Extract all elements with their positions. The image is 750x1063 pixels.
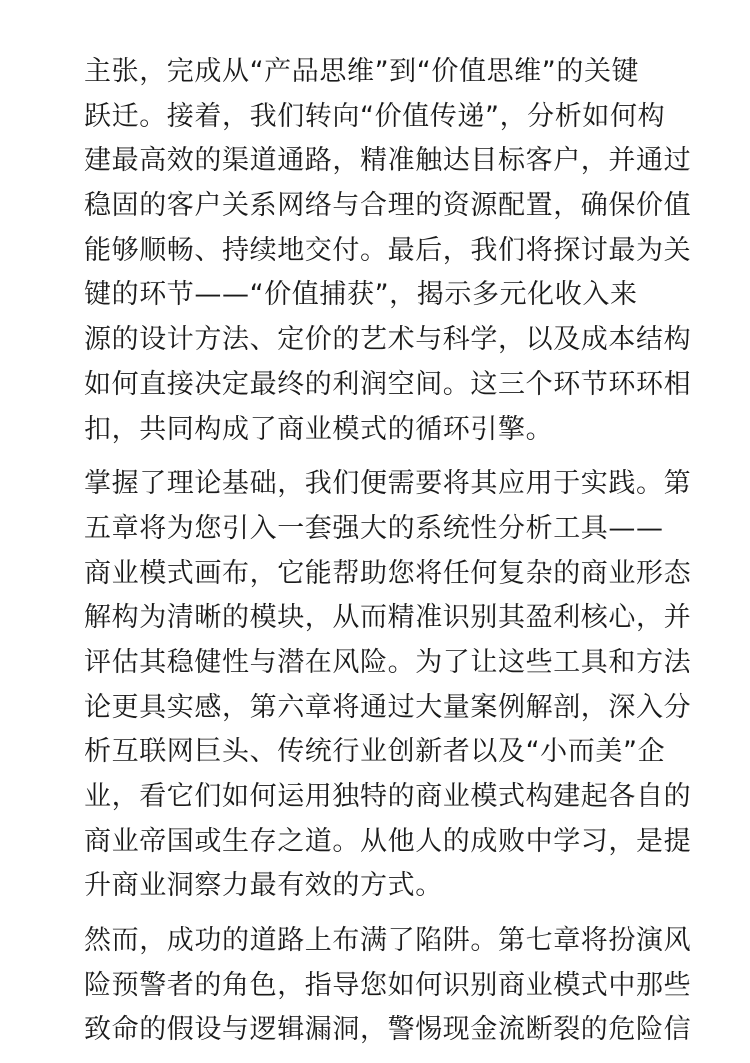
text-line: 掌握了理论基础，我们便需要将其应用于实践。第 <box>84 468 692 500</box>
paragraph-3 <box>84 919 692 1053</box>
paragraph-1 <box>84 50 692 452</box>
text-line: 险预警者的角色，指导您如何识别商业模式中那些 <box>84 969 692 1001</box>
text-line: 解构为清晰的模块，从而精准识别其盈利核心，并 <box>84 602 692 634</box>
text-line: 键的环节——“价值捕获”，揭示多元化收入来 <box>84 279 638 311</box>
text-line: 然而，成功的道路上布满了陷阱。第七章将扮演风 <box>84 925 692 957</box>
text-line: 五章将为您引入一套强大的系统性分析工具—— <box>84 512 664 544</box>
text-line: 如何直接决定最终的利润空间。这三个环节环环相 <box>84 368 692 400</box>
text-line: 跃迁。接着，我们转向“价值传递”，分析如何构 <box>84 100 666 132</box>
text-line: 评估其稳健性与潜在风险。为了让这些工具和方法 <box>84 646 692 678</box>
text-line: 稳固的客户关系网络与合理的资源配置，确保价值 <box>84 190 692 222</box>
text-line: 商业模式画布，它能帮助您将任何复杂的商业形态 <box>84 557 692 589</box>
text-line: 扣，共同构成了商业模式的循环引擎。 <box>84 413 554 445</box>
paragraph-2 <box>84 462 692 909</box>
text-line: 主张，完成从“产品思维”到“价值思维”的关键 <box>84 56 640 87</box>
text-line: 业，看它们如何运用独特的商业模式构建起各自的 <box>84 781 692 812</box>
text-line: 升商业洞察力最有效的方式。 <box>84 870 443 902</box>
text-line: 源的设计方法、定价的艺术与科学，以及成本结构 <box>84 324 692 356</box>
text-line: 商业帝国或生存之道。从他人的成败中学习，是提 <box>84 825 692 857</box>
text-line: 致命的假设与逻辑漏洞，警惕现金流断裂的危险信 <box>84 1014 692 1046</box>
text-line: 建最高效的渠道通路，精准触达目标客户，并通过 <box>84 145 692 177</box>
text-line: 论更具实感，第六章将通过大量案例解剖，深入分 <box>84 691 692 723</box>
text-line: 能够顺畅、持续地交付。最后，我们将探讨最为关 <box>84 234 692 266</box>
document-page <box>84 50 692 1063</box>
text-line: 析互联网巨头、传统行业创新者以及“小而美”企 <box>84 736 666 768</box>
